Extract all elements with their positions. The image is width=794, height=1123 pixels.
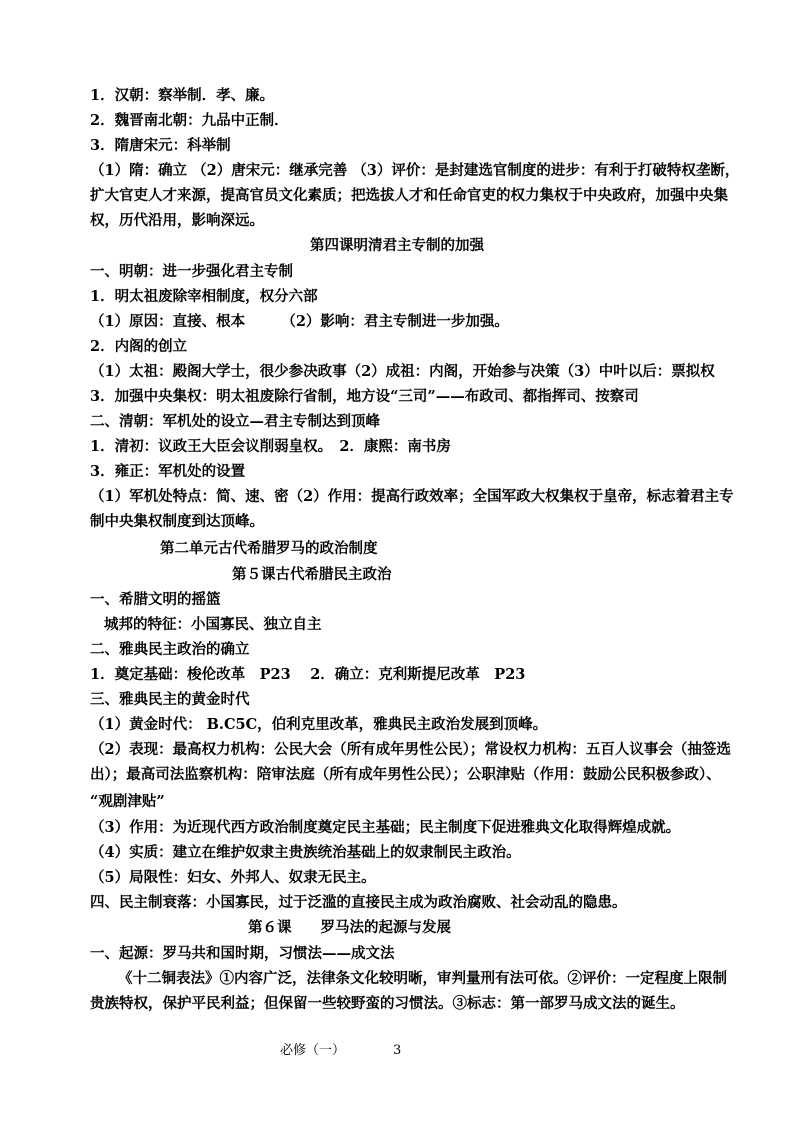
text-line: 2．内阁的创立	[90, 338, 188, 355]
section-heading: 二、清朝：军机处的设立—君主专制达到顶峰	[90, 413, 380, 430]
text-line: （1）太祖：殿阁大学士，很少参决政事（2）成祖：内阁，开始参与决策（3）中叶以后：票拟权	[90, 363, 715, 380]
lesson-heading: 第四课明清君主专制的加强	[310, 237, 484, 254]
text-line: “观剧津贴”	[90, 793, 165, 810]
section-heading: 一、起源：罗马共和国时期，习惯法——成文法	[90, 945, 395, 962]
text-line: 3．隋唐宋元：科举制	[90, 137, 231, 154]
text-line: 权，历代沿用，影响深远。	[90, 212, 264, 229]
section-heading: 四、民主制衰落：小国寡民，过于泛滥的直接民主成为政治腐败、社会动乱的隐患。	[90, 894, 627, 911]
text-line: 贵族特权，保护平民利益；但保留一些较野蛮的习惯法。③标志：第一部罗马成文法的诞生。	[90, 995, 685, 1012]
lesson-heading: 第６课 罗马法的起源与发展	[248, 919, 451, 936]
text-line: （1）原因：直接、根本 （2）影响：君主专制进一步加强。	[90, 313, 509, 330]
text-line: 《十二铜表法》①内容广泛，法律条文化较明晰，审判量刑有法可依。②评价：一定程度上限制	[118, 970, 727, 987]
lesson-heading: 第５课古代希腊民主政治	[232, 566, 392, 583]
text-line: （3）作用：为近现代西方政治制度奠定民主基础；民主制度下促进雅典文化取得辉煌成就。	[90, 819, 681, 836]
text-line: 3．雍正：军机处的设置	[90, 463, 246, 480]
text-line: （1）军机处特点：简、速、密（2）作用：提高行政效率；全国军政大权集权于皇帝，标志着君主专	[90, 488, 734, 505]
text-line: 1．明太祖废除宰相制度，权分六部	[90, 288, 318, 305]
text-line: 1．汉朝：察举制．孝、廉。	[90, 87, 275, 104]
text-line: 1．奠定基础：梭伦改革 P23 2．确立：克利斯提尼改革 P23	[90, 666, 526, 683]
footer-label: 必修（一）	[280, 1043, 346, 1058]
text-line: （2）表现：最高权力机构：公民大会（所有成年男性公民）；常设权力机构：五百人议事会（抽签选	[90, 741, 731, 758]
section-heading: 一、明朝：进一步强化君主专制	[90, 263, 293, 280]
text-line: （1）黄金时代： B.C5C，伯利克里改革，雅典民主政治发展到顶峰。	[90, 716, 548, 733]
text-line: 1．清初：议政王大臣会议削弱皇权。 2．康熙：南书房	[90, 438, 451, 455]
page-number: 3	[393, 1043, 402, 1058]
section-heading: 一、希腊文明的摇篮	[90, 591, 221, 608]
text-line: 扩大官吏人才来源，提高官员文化素质；把选拔人才和任命官吏的权力集权于中央政府，加强中央集	[90, 187, 728, 204]
text-line: （5）局限性：妇女、外邦人、奴隶无民主。	[90, 869, 376, 886]
text-line: 制中央集权制度到达顶峰。	[90, 513, 264, 530]
text-line: （4）实质：建立在维护奴隶主贵族统治基础上的奴隶制民主政治。	[90, 844, 521, 861]
section-heading: 二、雅典民主政治的确立	[90, 641, 250, 658]
text-line: 出）；最高司法监察机构：陪审法庭（所有成年男性公民）；公职津贴（作用：鼓励公民积极参政）、	[90, 766, 721, 783]
text-line: （1）隋：确立 （2）唐宋元：继承完善 （3）评价：是封建选官制度的进步：有利于打破特权垄断，	[90, 162, 740, 179]
text-line: 城邦的特征：小国寡民、独立自主	[104, 616, 322, 633]
text-line: 2．魏晋南北朝：九品中正制．	[90, 112, 289, 129]
text-line: 3．加强中央集权：明太祖废除行省制，地方设“三司”——布政司、都指挥司、按察司	[90, 388, 639, 405]
unit-heading: 第二单元古代希腊罗马的政治制度	[160, 540, 378, 557]
section-heading: 三、雅典民主的黄金时代	[90, 691, 250, 708]
